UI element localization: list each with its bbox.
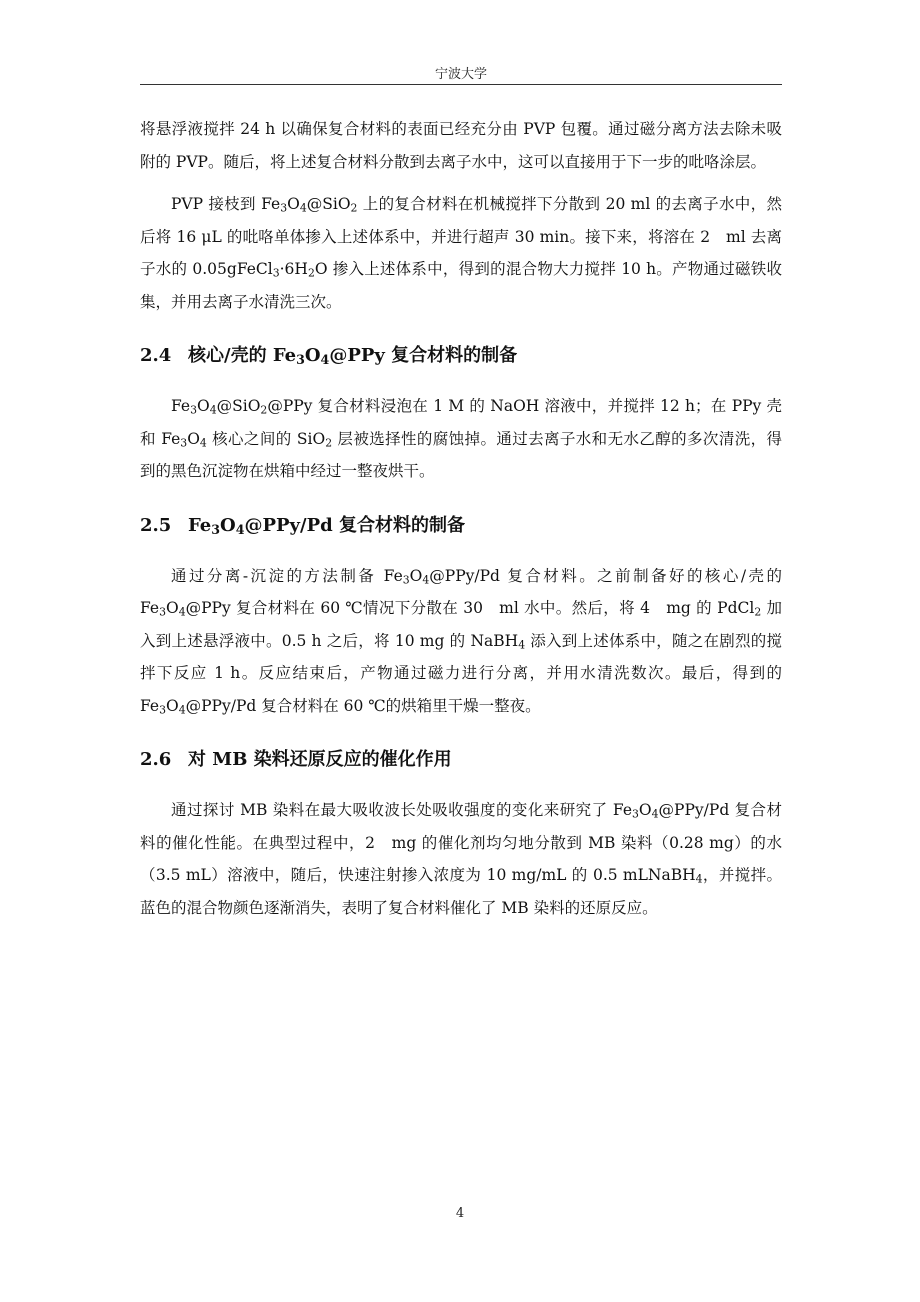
section-number: 2.5 [140,514,172,536]
page-number: 4 [455,1206,465,1221]
paragraph-pvp-coating: 将悬浮液搅拌 24 h 以确保复合材料的表面已经充分由 PVP 包覆。通过磁分离方法去除未吸附的 PVP。随后，将上述复合材料分散到去离子水中，这可以直接用于下一步的吡咯涂层。 [140,120,782,171]
section-heading-2-5: 2.5 $Fe_3O_4@PPy/Pd$ 复合材料的制备 [140,510,782,542]
section-heading-2-4: 2.4 核心/壳的 $Fe_3O_4@PPy$ 复合材料的制备 [140,340,782,372]
header-rule [140,84,782,85]
section-number: 2.6 [140,749,172,770]
section-heading-2-6: 2.6 对 MB 染料还原反应的催化作用 [140,744,782,776]
paragraph-pyrrole-coating: PVP 接枝到 $Fe_3O_4@SiO_2$ 上的复合材料在机械搅拌下分散到 20 ml 的去离子水中，然后将 16 μL 的吡咯单体掺入上述体系中，并进行超声 30 min。接下来，将溶在 2 ml 去离子水的 $0.05gFeCl_3\cdot 6H_2O$ 掺入上述体系中，得到的混合物大力搅拌 10 h。产物通过磁铁收集，并用去离子水清洗三次。 [140,195,782,311]
paragraph-core-shell: $Fe_3O_4@SiO_2@PPy$ 复合材料浸泡在 1 M 的 NaOH 溶液中，并搅拌 12 h；在 PPy 壳和 $Fe_3O_4$ 核心之间的 SiO$_2$ 层被选择性的腐蚀掉。通过去离子水和无水乙醇的多次清洗，得到的黑色沉淀物在烘箱中经过一整夜烘干。 [140,397,782,480]
page-body [140,113,782,924]
section-number: 2.4 [140,345,172,366]
running-header: 宁波大学 [434,67,487,82]
paragraph-pd-loading: 通过分离-沉淀的方法制备 $Fe_3O_4@PPy/Pd$ 复合材料。之前制备好的核心/壳的 $Fe_3O_4@PPy$ 复合材料在 60 ℃情况下分散在 30 ml 水中。然后，将 4 mg 的 PdCl$_2$ 加入到上述悬浮液中。0.5 h 之后，将 10 mg 的 NaBH$_4$ 添入到上述体系中，随之在剧烈的搅拌下反应 1 h。反应结束后，产物通过磁力进行分离，并用水清洗数次。最后，得到的 $Fe_3O_4@PPy/Pd$ 复合材料在 60 ℃的烘箱里干燥一整夜。 [140,566,782,717]
paragraph-catalysis: 通过探讨 MB 染料在最大吸收波长处吸收强度的变化来研究了 $Fe_3O_4@PPy/Pd$ 复合材料的催化性能。在典型过程中，2 mg 的催化剂均匀地分散到 MB 染料（0.28 mg）的水（3.5 mL）溶液中，随后，快速注射掺入浓度为 10 mg/mL 的 0.5 mLNaBH$_4$，并搅拌。蓝色的混合物颜色逐渐消失，表明了复合材料催化了 MB 染料的还原反应。 [140,801,782,917]
